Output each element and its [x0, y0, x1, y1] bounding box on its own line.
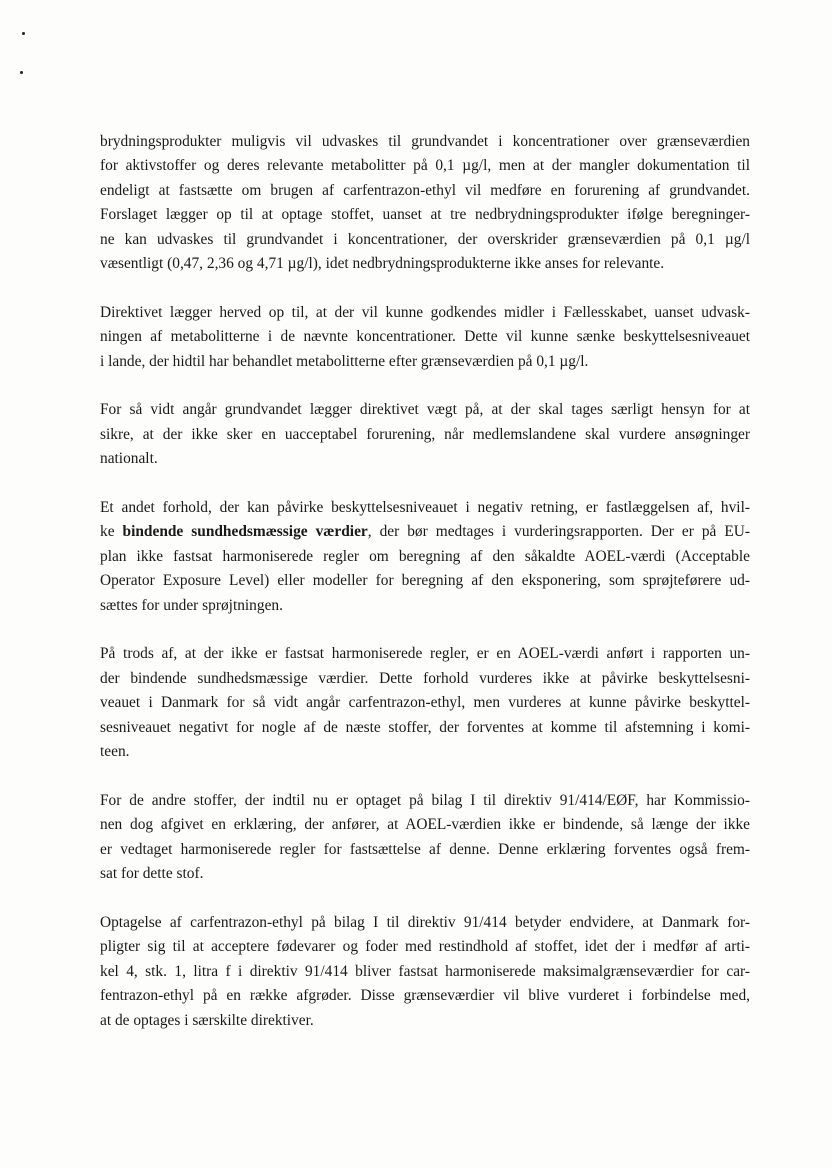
text-line: Et andet forhold, der kan påvirke beskyttelsesniveauet i negativ retning, er fastlæggelsen af, hvil-	[100, 499, 750, 517]
text-line: Direktivet lægger herved op til, at der vil kunne godkendes midler i Fællesskabet, uanset udvask-	[100, 303, 750, 321]
text-line: veauet i Danmark for så vidt angår carfentrazon-ethyl, men vurderes at kunne påvirke beskyttel-	[100, 694, 750, 712]
text-line: fentrazon-ethyl på en række afgrøder. Disse grænseværdier vil blive vurderet i forbindelse med,	[100, 987, 750, 1005]
text-line: ningen af metabolitterne i de nævnte koncentrationer. Dette vil kunne sænke beskyttelsesniveauet	[100, 328, 750, 346]
text-line: i lande, der hidtil har behandlet metabolitterne efter grænseværdien på 0,1 µg/l.	[100, 352, 589, 370]
scan-speck	[22, 32, 25, 35]
text-line: sikre, at der ikke sker en uacceptabel forurening, når medlemslandene skal vurdere ansøgninger	[100, 425, 750, 443]
text-line: væsentligt (0,47, 2,36 og 4,71 µg/l), idet nedbrydningsprodukterne ikke anses for relevante.	[100, 255, 665, 273]
text-line: sesniveauet negativt for nogle af de næste stoffer, der forventes at komme til afstemning i komi-	[100, 718, 750, 736]
text-line: Operator Exposure Level) eller modeller for beregning af den eksponering, som sprøjteførere ud-	[100, 572, 750, 590]
text-line: På trods af, at der ikke er fastsat harmoniserede regler, er en AOEL-værdi anført i rapporten un-	[100, 645, 750, 663]
scan-speck	[20, 71, 23, 74]
text-line: Optagelse af carfentrazon-ethyl på bilag I til direktiv 91/414 betyder endvidere, at Danmark for-	[100, 913, 750, 931]
paragraph	[100, 642, 750, 764]
text-line: er vedtaget harmoniserede regler for fastsættelse af denne. Denne erklæring forventes også frem-	[100, 840, 750, 858]
bold-term: bindende sundhedsmæssige værdier	[122, 523, 368, 541]
text-line: plan ikke fastsat harmoniserede regler om beregning af den såkaldte AOEL-værdi (Acceptable	[100, 547, 750, 565]
text-line: kel 4, stk. 1, litra f i direktiv 91/414 bliver fastsat harmoniserede maksimalgrænseværdier for car-	[100, 962, 750, 980]
paragraph	[100, 398, 750, 471]
text-line: sættes for under sprøjtningen.	[100, 596, 283, 614]
text-line: der bindende sundhedsmæssige værdier. Dette forhold vurderes ikke at påvirke beskyttelsesni-	[100, 669, 750, 687]
text-line: brydningsprodukter muligvis vil udvaskes til grundvandet i koncentrationer over grænseværdien	[100, 133, 750, 150]
text-line: endeligt at fastsætte om brugen af carfentrazon-ethyl vil medføre en forurening af grundvandet.	[100, 181, 750, 199]
paragraph	[100, 911, 750, 1033]
text-line: for aktivstoffer og deres relevante metabolitter på 0,1 µg/l, men at der mangler dokumentation til	[100, 157, 750, 175]
text-line: Forslaget lægger op til at optage stoffet, uanset at tre nedbrydningsprodukter ifølge beregninger-	[100, 206, 750, 224]
paragraph	[100, 789, 750, 887]
text-line: nen dog afgivet en erklæring, der anfører, at AOEL-værdien ikke er bindende, så længe der ikke	[100, 816, 750, 834]
text-fragment: , der bør medtages i vurderingsrapporten. Der er på EU-	[367, 523, 750, 541]
text-line: For så vidt angår grundvandet lægger direktivet vægt på, at der skal tages særligt hensyn for at	[100, 401, 750, 419]
text-line	[100, 520, 750, 544]
text-line: For de andre stoffer, der indtil nu er optaget på bilag I til direktiv 91/414/EØF, har Kommissio-	[100, 791, 750, 809]
text-line: nationalt.	[100, 450, 158, 468]
text-fragment: ke	[100, 523, 123, 541]
document-body	[100, 130, 750, 1057]
text-line: pligter sig til at acceptere fødevarer og foder med restindhold af stoffet, idet der i medfør af arti-	[100, 938, 750, 956]
paragraph	[100, 301, 750, 374]
text-line: at de optages i særskilte direktiver.	[100, 1011, 314, 1029]
paragraph	[100, 496, 750, 618]
paragraph	[100, 130, 750, 276]
text-line: ne kan udvaskes til grundvandet i koncentrationer, der overskrider grænseværdien på 0,1 µg/l	[100, 230, 750, 248]
text-line: sat for dette stof.	[100, 865, 204, 883]
text-line: teen.	[100, 743, 130, 761]
